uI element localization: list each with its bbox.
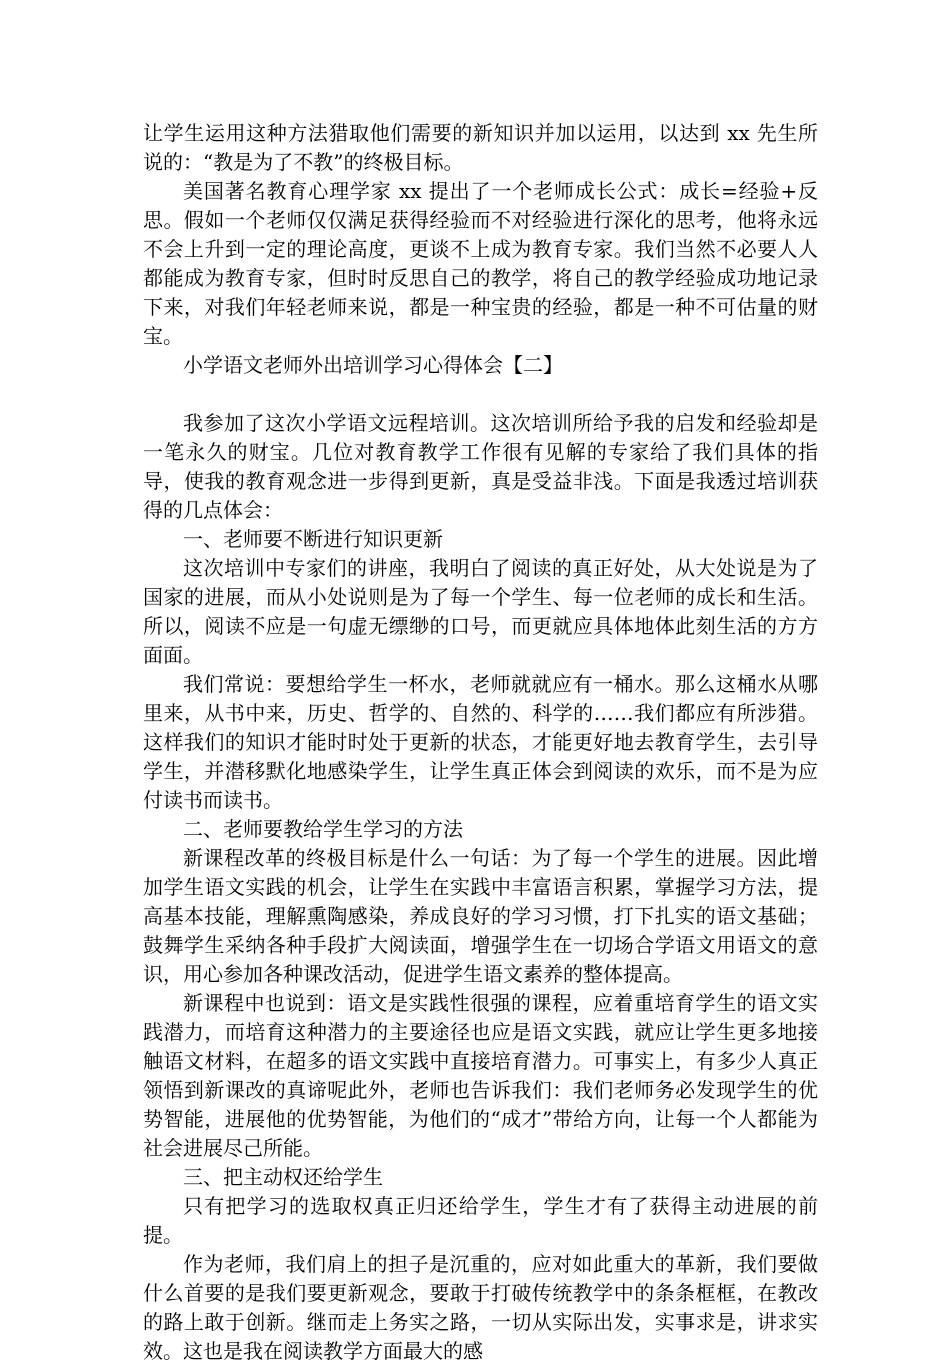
paragraph-intro-continuation: 让学生运用这种方法猎取他们需要的新知识并加以运用，以达到 xx 先生所说的：“教是为了不教”的终极目标。 <box>143 121 818 174</box>
paragraph-curriculum-goal: 新课程改革的终极目标是什么一句话：为了每一个学生的进展。因此增加学生语文实践的机会，让学生在实践中丰富语言积累，掌握学习方法，提高基本技能，理解熏陶感染，养成良好的学习习惯，打下扎实的语文基础；鼓舞学生采纳各种手段扩大阅读面，增强学生在一切场合学语文用语文的意识，用心参加各种课改活动，促进学生语文素养的整体提高。 <box>143 846 818 986</box>
heading-point-three: 三、把主动权还给学生 <box>183 1165 383 1189</box>
paragraph-bucket-of-water: 我们常说：要想给学生一杯水，老师就就应有一桶水。那么这桶水从哪里来，从书中来，历史、哲学的、自然的、科学的……我们都应有所涉猎。这样我们的知识才能时时处于更新的状态，才能更好地去教育学生，去引导学生，并潜移默化地感染学生，让学生真正体会到阅读的欢乐，而不是为应付读书而读书。 <box>143 672 818 812</box>
paragraph-student-choice: 只有把学习的选取权真正归还给学生，学生才有了获得主动进展的前提。 <box>143 1194 818 1247</box>
paragraph-language-practice: 新课程中也说到：语文是实践性很强的课程，应着重培育学生的语文实践潜力，而培育这种潜力的主要途径也应是语文实践，就应让学生更多地接触语文材料，在超多的语文实践中直接培育潜力。可事实上，有多少人真正领悟到新课改的真谛呢此外，老师也告诉我们：我们老师务必发现学生的优势智能，进展他的优势智能，为他们的“成才”带给方向，让每一个人都能为社会进展尽己所能。 <box>143 991 818 1160</box>
document-page <box>143 119 818 1366</box>
paragraph-reading-benefit: 这次培训中专家们的讲座，我明白了阅读的真正好处，从大处说是为了国家的进展，而从小处说则是为了每一个学生、每一位老师的成长和生活。所以，阅读不应是一句虚无缥缈的口号，而更就应具体地体此刻生活的方方面面。 <box>143 556 818 667</box>
heading-point-one: 一、老师要不断进行知识更新 <box>183 527 443 551</box>
heading-point-two: 二、老师要教给学生学习的方法 <box>183 817 463 841</box>
paragraph-growth-formula: 美国著名教育心理学家 xx 提出了一个老师成长公式：成长=经验+反思。假如一个老师仅仅满足获得经验而不对经验进行深化的思考，他将永远不会上升到一定的理论高度，更谈不上成为教育专家。我们当然不必要人人都能成为教育专家，但时时反思自己的教学，将自己的教学经验成功地记录下来，对我们年轻老师来说，都是一种宝贵的经验，都是一种不可估量的财宝。 <box>143 179 818 348</box>
paragraph-training-intro: 我参加了这次小学语文远程培训。这次培训所给予我的启发和经验却是一笔永久的财宝。几位对教育教学工作很有见解的专家给了我们具体的指导，使我的教育观念进一步得到更新，真是受益非浅。下面是我透过培训获得的几点体会： <box>143 411 818 522</box>
section-title-part-two: 小学语文老师外出培训学习心得体会【二】 <box>183 353 563 377</box>
paragraph-teacher-responsibility: 作为老师，我们肩上的担子是沉重的，应对如此重大的革新，我们要做什么首要的是我们要更新观念，要敢于打破传统教学中的条条框框，在教改的路上敢于创新。继而走上务实之路，一切从实际出发，实事求是，讲求实效。这也是我在阅读教学方面最大的感 <box>143 1252 818 1363</box>
blank-line <box>143 380 818 409</box>
